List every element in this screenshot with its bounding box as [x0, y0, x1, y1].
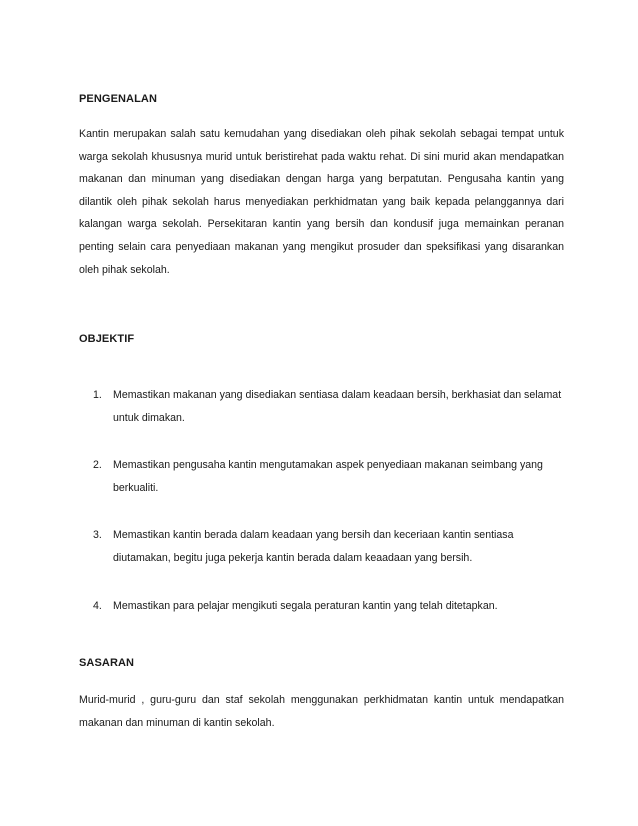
objektif-text: Memastikan pengusaha kantin mengutamakan aspek penyediaan makanan seimbang yang berkualiti. — [113, 459, 543, 494]
objektif-number: 4. — [93, 599, 102, 612]
heading-sasaran: SASARAN — [79, 657, 135, 669]
objektif-text: Memastikan para pelajar mengikuti segala peraturan kantin yang telah ditetapkan. — [113, 599, 498, 612]
heading-pengenalan: PENGENALAN — [79, 93, 158, 105]
objektif-list — [93, 384, 563, 642]
paragraph-pengenalan: Kantin merupakan salah satu kemudahan yang disediakan oleh pihak sekolah sebagai tempat untuk warga sekolah khususnya murid untuk beristirehat pada waktu rehat. Di sini murid akan mendapatkan makanan dan minuman yang disediakan dengan harga yang berpatutan. Pengusaha kantin yang dilantik oleh pihak sekolah harus menyediakan perkhidmatan yang baik kepada pelanggannya dari kalangan warga sekolah. Persekitaran kantin yang bersih dan kondusif juga memainkan peranan penting selain cara penyediaan makanan yang mengikut prosuder dan speksifikasi yang disarankan oleh pihak sekolah. — [79, 128, 564, 276]
heading-objektif: OBJEKTIF — [79, 333, 135, 345]
objektif-text: Memastikan kantin berada dalam keadaan yang bersih dan keceriaan kantin sentiasa diutamakan, begitu juga pekerja kantin berada dalam keaadaan yang bersih. — [113, 529, 514, 564]
objektif-item-3 — [93, 524, 563, 569]
objektif-number: 3. — [93, 529, 102, 542]
objektif-item-2 — [93, 454, 563, 499]
objektif-number: 1. — [93, 389, 102, 401]
objektif-item-1 — [93, 384, 563, 429]
objektif-number: 2. — [93, 459, 102, 472]
objektif-text: Memastikan makanan yang disediakan sentiasa dalam keadaan bersih, berkhasiat dan selamat untuk dimakan. — [113, 389, 562, 424]
objektif-item-4 — [93, 595, 563, 618]
paragraph-sasaran: Murid-murid , guru-guru dan staf sekolah menggunakan perkhidmatan kantin untuk mendapatkan makanan dan minuman di kantin sekolah. — [79, 694, 564, 729]
